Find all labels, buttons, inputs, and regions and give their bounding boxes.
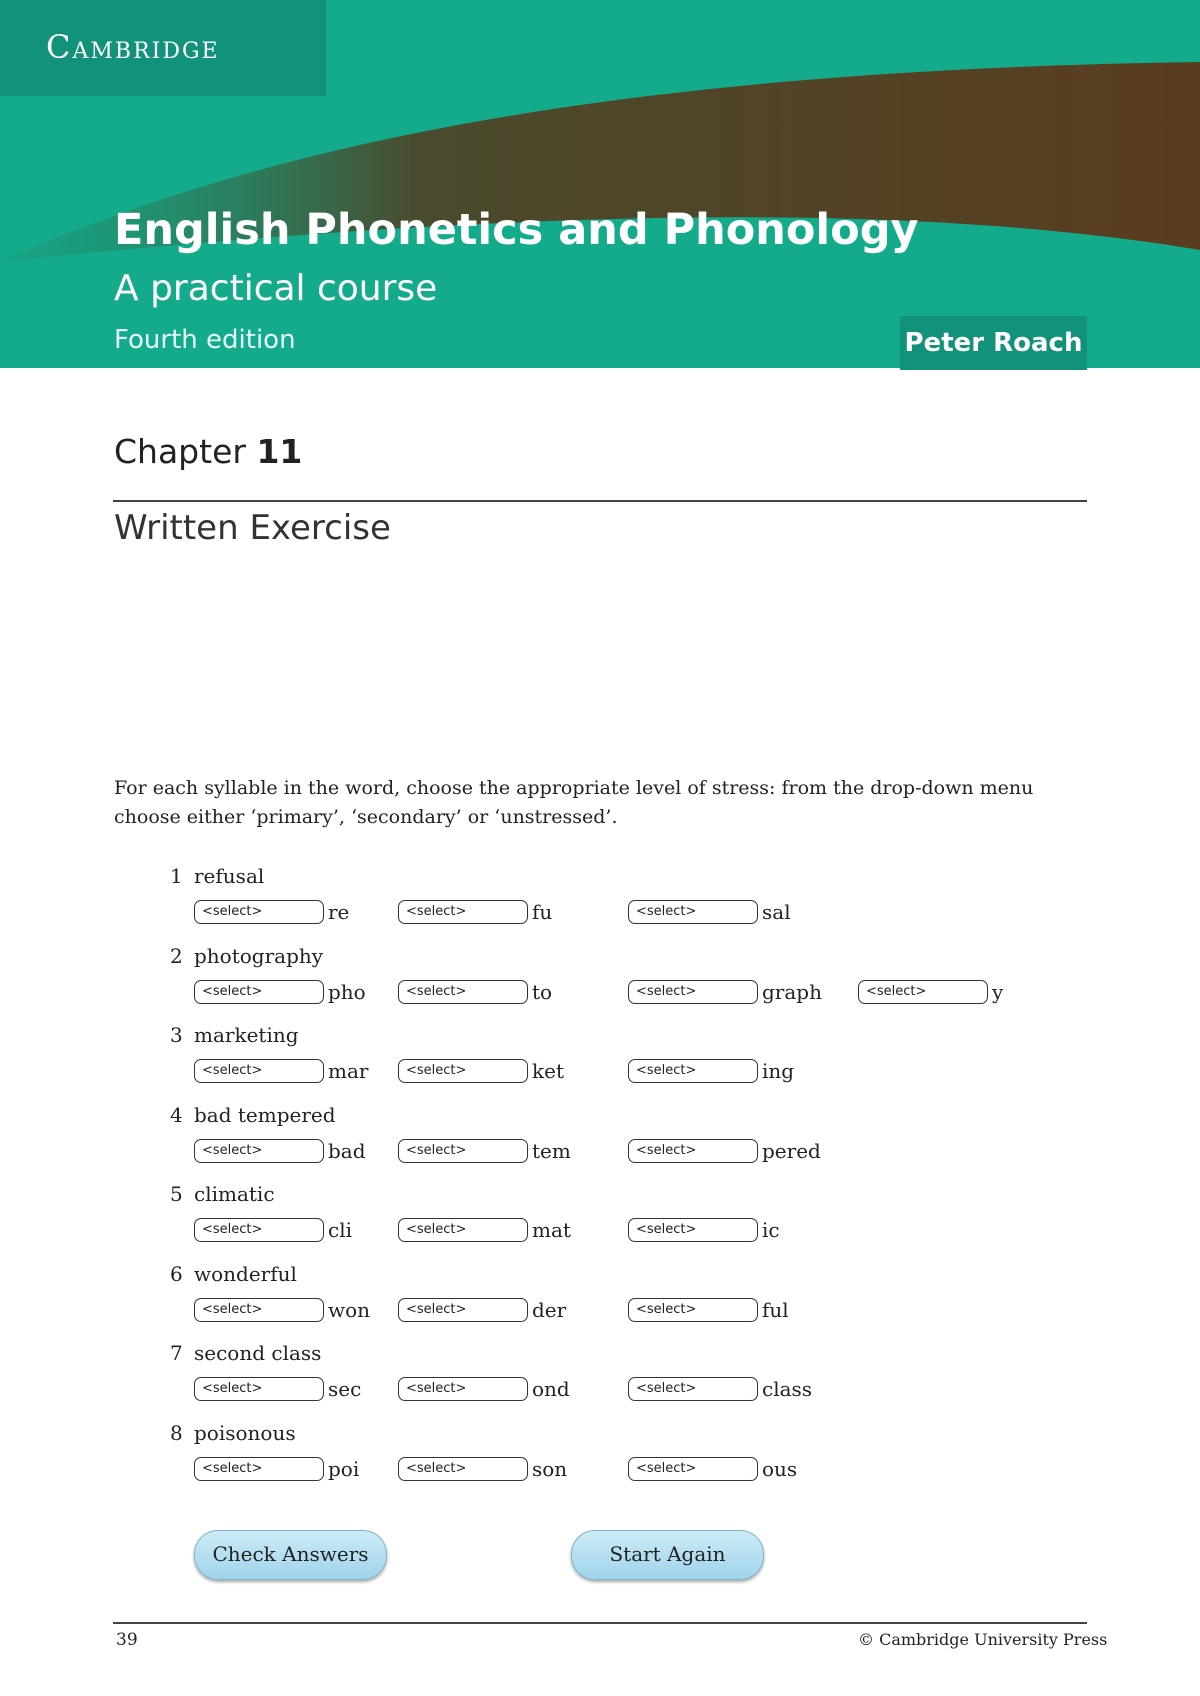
book-title: English Phonetics and Phonology	[114, 205, 919, 255]
publisher-logo: Cambridge	[46, 28, 220, 66]
syllable-label: der	[532, 1297, 567, 1322]
stress-select[interactable]: <select>	[628, 1298, 758, 1322]
item-word: refusal	[194, 864, 265, 888]
syllable-label: mar	[328, 1059, 369, 1083]
stress-select[interactable]: <select>	[194, 1139, 324, 1163]
syllable-cell	[858, 979, 1003, 1005]
syllable-label: ful	[762, 1297, 789, 1322]
syllable-row	[170, 1376, 813, 1406]
check-answers-button[interactable]: Check Answers	[194, 1530, 387, 1580]
exercise-item-title	[170, 1100, 336, 1130]
stress-select[interactable]: <select>	[398, 980, 528, 1004]
syllable-cell	[628, 899, 791, 925]
item-word: photography	[194, 943, 324, 968]
syllable-label: sal	[762, 900, 791, 924]
item-word: wonderful	[194, 1261, 297, 1286]
syllable-label: mat	[532, 1218, 571, 1242]
stress-select[interactable]: <select>	[628, 900, 758, 924]
syllable-cell	[628, 1217, 780, 1243]
item-word: climatic	[194, 1182, 275, 1206]
stress-select[interactable]: <select>	[628, 980, 758, 1004]
stress-select[interactable]: <select>	[194, 1457, 324, 1481]
syllable-label: fu	[532, 900, 553, 924]
item-number: 8	[170, 1420, 183, 1445]
instructions-text: For each syllable in the word, choose the appropriate level of stress: from the drop-down menu choose either ‘primary’, ‘secondary’ or ‘unstressed’.	[114, 777, 1034, 828]
stress-select[interactable]: <select>	[398, 900, 528, 924]
stress-select[interactable]: <select>	[194, 1377, 324, 1401]
syllable-label: ing	[762, 1059, 795, 1083]
exercise-item	[170, 1418, 798, 1486]
syllable-cell	[194, 1217, 352, 1243]
item-number: 7	[170, 1341, 183, 1365]
syllable-label: pered	[762, 1138, 821, 1163]
stress-select[interactable]: <select>	[628, 1059, 758, 1083]
syllable-label: tem	[532, 1138, 571, 1163]
stress-select[interactable]: <select>	[194, 1059, 324, 1083]
stress-select[interactable]: <select>	[398, 1298, 528, 1322]
syllable-cell	[194, 979, 366, 1005]
header-divider	[113, 500, 1087, 502]
exercise-item-title	[170, 1179, 275, 1209]
syllable-row	[170, 979, 1004, 1009]
stress-select[interactable]: <select>	[628, 1457, 758, 1481]
syllable-cell	[398, 1138, 571, 1164]
syllable-label: re	[328, 900, 350, 924]
book-subtitle: A practical course	[114, 268, 438, 309]
chapter-heading	[114, 432, 302, 471]
syllable-cell	[398, 1376, 570, 1402]
exercise-item	[170, 861, 791, 929]
exercise-item-title	[170, 941, 323, 971]
syllable-label: son	[532, 1456, 568, 1481]
syllable-label: y	[992, 979, 1004, 1004]
publisher-logo-box	[0, 0, 326, 96]
syllable-cell	[398, 1297, 566, 1323]
stress-select[interactable]: <select>	[398, 1059, 528, 1083]
syllable-cell	[194, 1058, 368, 1084]
item-number: 6	[170, 1261, 183, 1286]
stress-select[interactable]: <select>	[398, 1218, 528, 1242]
item-number: 5	[170, 1182, 183, 1206]
item-number: 4	[170, 1102, 183, 1127]
syllable-cell	[194, 1297, 370, 1323]
exercise-item-title	[170, 1020, 299, 1050]
stress-select[interactable]: <select>	[858, 980, 988, 1004]
exercise-item	[170, 1179, 780, 1247]
footer-divider	[113, 1622, 1087, 1624]
syllable-cell	[628, 1138, 821, 1164]
item-number: 2	[170, 943, 183, 968]
stress-select[interactable]: <select>	[194, 1218, 324, 1242]
syllable-cell	[398, 1456, 567, 1482]
syllable-label: poi	[328, 1456, 360, 1481]
syllable-label: cli	[328, 1218, 352, 1242]
author-badge: Peter Roach	[900, 316, 1087, 370]
syllable-cell	[398, 979, 552, 1005]
syllable-cell	[398, 1217, 571, 1243]
syllable-row	[170, 1138, 821, 1168]
syllable-cell	[628, 1297, 789, 1323]
chapter-number: 11	[256, 432, 303, 471]
syllable-row	[170, 1456, 798, 1486]
item-word: bad tempered	[194, 1102, 336, 1127]
stress-select[interactable]: <select>	[398, 1457, 528, 1481]
syllable-label: ic	[762, 1218, 780, 1242]
syllable-cell	[194, 899, 349, 925]
syllable-row	[170, 1058, 795, 1088]
copyright-notice: © Cambridge University Press	[858, 1630, 1108, 1649]
exercise-item	[170, 1020, 795, 1088]
exercise-item	[170, 941, 1004, 1009]
syllable-label: class	[762, 1377, 813, 1401]
chapter-label: Chapter	[114, 432, 246, 471]
stress-select[interactable]: <select>	[194, 900, 324, 924]
syllable-cell	[398, 899, 552, 925]
syllable-label: to	[532, 979, 553, 1004]
syllable-label: graph	[762, 979, 822, 1004]
stress-select[interactable]: <select>	[628, 1218, 758, 1242]
item-word: poisonous	[194, 1420, 296, 1445]
syllable-label: bad	[328, 1138, 366, 1163]
exercise-item	[170, 1100, 821, 1168]
syllable-row	[170, 1217, 780, 1247]
exercise-item	[170, 1259, 789, 1327]
start-again-button[interactable]: Start Again	[571, 1530, 764, 1580]
item-number: 3	[170, 1023, 183, 1047]
exercise-item	[170, 1338, 813, 1406]
syllable-cell	[628, 1058, 794, 1084]
exercise-item-title	[170, 861, 264, 891]
syllable-cell	[628, 1376, 812, 1402]
stress-select[interactable]: <select>	[628, 1139, 758, 1163]
syllable-cell	[194, 1138, 366, 1164]
item-word: marketing	[194, 1023, 299, 1047]
syllable-cell	[194, 1376, 361, 1402]
syllable-label: won	[328, 1297, 371, 1322]
syllable-cell	[628, 1456, 797, 1482]
book-edition: Fourth edition	[114, 325, 296, 355]
book-header	[0, 0, 1200, 368]
stress-select[interactable]: <select>	[398, 1377, 528, 1401]
section-title: Written Exercise	[114, 508, 391, 548]
stress-select[interactable]: <select>	[628, 1377, 758, 1401]
syllable-cell	[628, 979, 822, 1005]
syllable-label: ond	[532, 1377, 570, 1401]
syllable-label: pho	[328, 979, 366, 1004]
item-word: second class	[194, 1341, 322, 1365]
stress-select[interactable]: <select>	[398, 1139, 528, 1163]
exercise-item-title	[170, 1259, 297, 1289]
syllable-row	[170, 899, 791, 929]
stress-select[interactable]: <select>	[194, 1298, 324, 1322]
syllable-label: sec	[328, 1377, 362, 1401]
syllable-label: ous	[762, 1456, 798, 1481]
syllable-cell	[194, 1456, 359, 1482]
exercise-item-title	[170, 1418, 296, 1448]
syllable-cell	[398, 1058, 564, 1084]
stress-select[interactable]: <select>	[194, 980, 324, 1004]
item-number: 1	[170, 864, 183, 888]
exercise-item-title	[170, 1338, 321, 1368]
page-number: 39	[116, 1630, 138, 1650]
syllable-row	[170, 1297, 789, 1327]
syllable-label: ket	[532, 1059, 564, 1083]
